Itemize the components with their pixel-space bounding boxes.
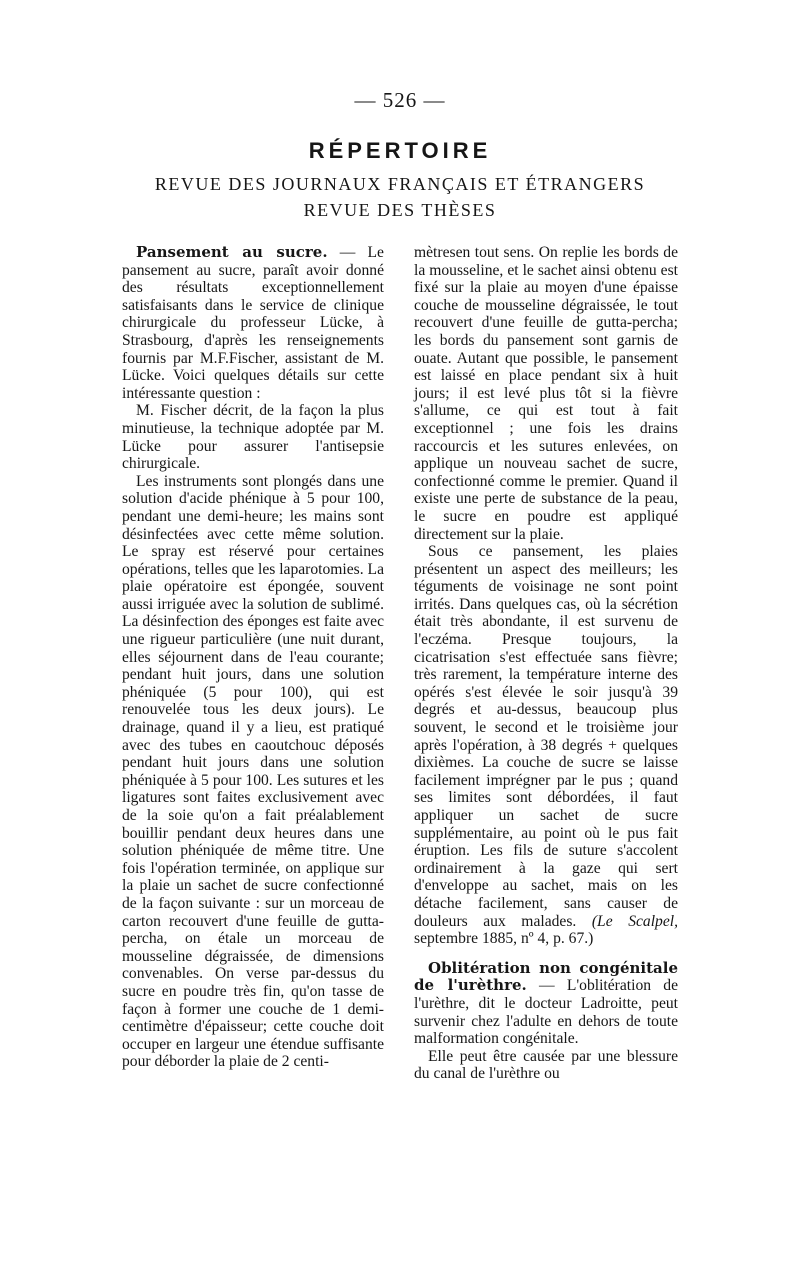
source-citation: septembre 1885, nº 4, p. 67.) [414, 930, 594, 948]
text-column-right [414, 244, 678, 1083]
article-paragraph: Elle peut être causée par une blessure du canal de l'urèthre ou [414, 1047, 678, 1083]
article-paragraph: Les instruments sont plongés dans une solution d'acide phénique à 5 pour 100, pendant une demi-heure; les mains sont désinfectées avec cette même solution. Le spray est réservé pour certaines opérations, telles que les laparotomies. La plaie opératoire est épongée, souvent aussi irriguée avec la solution de sublimé. La désinfection des éponges est faite avec une rigueur particulière (une nuit durant, elles séjournent dans de l'eau courante; pendant huit jours, dans une solution phéniquée (5 pour 100), qui est renouvelée tous les deux jours). Le drainage, quand il y a lieu, est pratiqué avec des tubes en caoutchouc déposés pendant huit jours dans une solution phéniquée à 5 pour 100. Les sutures et les ligatures sont faites exclusivement avec de la soie qu'on a fait préalablement bouillir pendant deux heures dans une solution phéniquée de même titre. Une fois l'opération terminée, on applique sur la plaie un sachet de sucre confectionné de la façon suivante : sur un morceau de carton recouvert d'une feuille de gutta-percha, on étale un morceau de mousseline dégraissée, de dimensions convenables. On verse par-dessus du sucre en poudre très fin, qu'on tasse de façon à former une couche de 1 demi-centimètre d'épaisseur; cette couche doit occuper en largeur une étendue suffisante pour déborder la plaie de 2 centi- [122, 472, 384, 1071]
article-title: Oblitération non congénitale de l'urèthre. [414, 958, 678, 995]
article-text: — Le pansement au sucre, paraît avoir donné des résultats exceptionnellement satisfaisants dans le service de clinique chirurgicale du professeur Lücke, à Strasbourg, d'après les renseignements fournis par M.F.Fischer, assistant de M. Lücke. Voici quelques détails sur cette intéressante question : [122, 244, 384, 402]
section-title: RÉPERTOIRE [308, 138, 492, 163]
article-paragraph-continued: mètresen tout sens. On replie les bords de la mousseline, et le sachet ainsi obtenu est fixé sur la plaie au moyen d'une épaisse couche de mousseline dégraissée, le tout recouvert d'une feuille de gutta-percha; les bords du pansement sont garnis de ouate. Autant que possible, le pansement est laissé en place pendant six à huit jours; il est levé plus tôt si la fièvre s'allume, ce qui est tout à fait exceptionnel ; une fois les drains raccourcis et les sutures enlevées, on applique un nouveau sachet de sucre, confectionné comme le premier. Quand il existe une perte de substance de la peau, le sucre en poudre est appliqué directement sur la plaie. [414, 244, 678, 543]
article-paragraph [414, 960, 678, 1048]
article-paragraph: M. Fischer décrit, de la façon la plus minutieuse, la technique adoptée par M. Lücke pour assurer l'antisepsie chirurgicale. [122, 402, 384, 473]
article-text: Sous ce pansement, les plaies présentent un aspect des meilleurs; les téguments de voisinage ne sont point irrités. Dans quelques cas, où la sécrétion était très abondante, il est survenu de l'eczéma. Presque toujours, la cicatrisation s'est effectuée sans fièvre; très rarement, la température interne des opérés s'est élevée le soir jusqu'à 39 degrés et au-dessus, beaucoup plus souvent, le second et le troisième jour après l'opération, à 38 degrés + quelques dixièmes. La couche de sucre se laisse facilement imprégner par le pus ; quand ses limites sont débordées, il faut appliquer un sachet de sucre supplémentaire, au point où le pus fait éruption. Les fils de suture s'accolent ordinairement à la gaze qui sert d'enveloppe au sachet, mais on les détache facilement, sans causer de douleurs aux malades. [414, 543, 678, 930]
text-column-left [122, 244, 384, 1071]
article-title: Pansement au sucre. [136, 243, 328, 261]
source-journal: (Le Scalpel, [591, 912, 678, 930]
page-number: — 526 — [354, 88, 446, 112]
article-paragraph [122, 244, 384, 402]
article-paragraph [414, 543, 678, 948]
section-subtitle-journals: REVUE DES JOURNAUX FRANÇAIS ET ÉTRANGERS [154, 174, 646, 194]
section-subtitle-theses: REVUE DES THÈSES [303, 200, 497, 220]
article-text: — L'oblitération de l'urèthre, dit le docteur Ladroitte, peut survenir chez l'adulte en dehors de toute malformation congénitale. [414, 977, 678, 1048]
